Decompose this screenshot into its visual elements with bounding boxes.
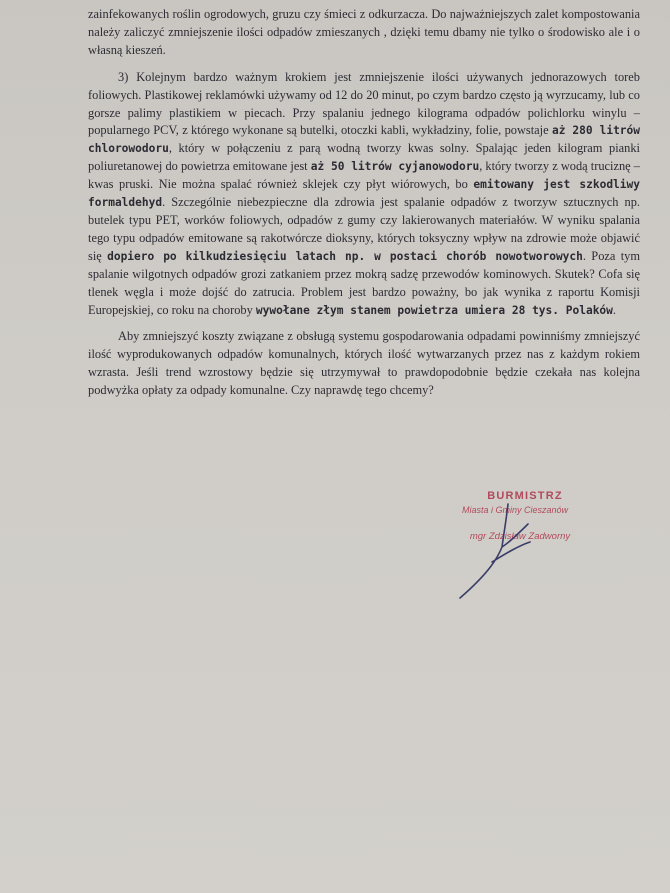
point-3-text-e: . Szczególnie niebezpieczne dla zdrowia jest spalanie odpadów z tworzyw sztucznych np. butelek typu PET, worków foliowych, odpadów z gumy czy lakierowanych materiałów. W wyniku spalania tego typu odpadów emitowane są rakotwórcze dioksyny, których toksyczny wpływ na zdrowie może objawić się (88, 195, 640, 263)
point-3-text-g: . (612, 302, 617, 317)
point-3-text-d: , który tworzy z wodą truciznę – kwas pruski. Nie można spalać również sklejek czy płyt wiórowych, bo (88, 159, 640, 192)
document-body (88, 6, 640, 400)
handwritten-signature (450, 502, 570, 602)
intro-paragraph: zainfekowanych roślin ogrodowych, gruzu czy śmieci z odkurzacza. Do najważniejszych zalet kompostowania należy zaliczyć zmniejszenie ilości odpadów zmieszanych , dzięki temu dbamy nie tylko o środowisko ale i o własną kieszeń. (88, 7, 640, 57)
stamp-title: BURMISTRZ (487, 490, 563, 502)
point-3-paragraph (88, 69, 640, 320)
highlight-cyjanowodor: aż 50 litrów cyjanowodoru (310, 160, 480, 174)
highlight-nowotwory: dopiero po kilkudziesięciu latach np. w postaci chorób nowotworowych (107, 249, 583, 263)
closing-paragraph: Aby zmniejszyć koszty związane z obsługą systemu gospodarowania odpadami powinniśmy zmniejszyć ilość wyprodukowanych odpadów komunalnych, których ilość wytwarzanych przez nas z każdym rokiem wzrasta. Jeśli trend wzrostowy będzie się utrzymywał to prawdopodobnie będzie czekała nas kolejna podwyżka opłaty za odpady komunalne. Czy naprawdę tego chcemy? (88, 329, 640, 398)
point-3-text-c: , który w połączeniu z parą wodną tworzy kwas solny. Spalając jeden kilogram pianki poliuretanowej do powietrza emitowane jest (88, 141, 640, 174)
highlight-28-tys: wywołane złym stanem powietrza umiera 28 tys. Polaków (255, 303, 613, 317)
point-3-text-f: . Poza tym spalanie wilgotnych odpadów grozi zatkaniem przez mokrą sadzę przewodów kominowych. Skutek? Cofa się tlenek węgla i może dojść do zatrucia. Problem jest bardzo poważny, bo jak wynika z raportu Komisji Europejskiej, co roku na choroby (88, 248, 640, 317)
point-3-text-a: 3) Kolejnym bardzo ważnym krokiem jest zmniejszenie ilości używanych jednorazowych toreb foliowych. Plastikowej reklamówki używamy od 12 do 20 minut, po czym bardzo często ją wyrzucamy, lub co gorsze palimy plastikiem w piecach. Przy spalaniu jednego kilograma odpadów polichlorku winylu – popularnego PCV, z którego wykonane są butelki, otoczki kabli, wykładziny, folie, powstaje (88, 69, 640, 138)
stamp-name: mgr Zdzisław Zadworny (469, 531, 571, 542)
highlight-formaldehyd: emitowany jest szkodliwy formaldehyd (88, 178, 641, 210)
highlight-chlorowodor: aż 280 litrów chlorowodoru (88, 124, 641, 156)
stamp-subtitle: Miasta i Gminy Cieszanów (461, 505, 569, 515)
